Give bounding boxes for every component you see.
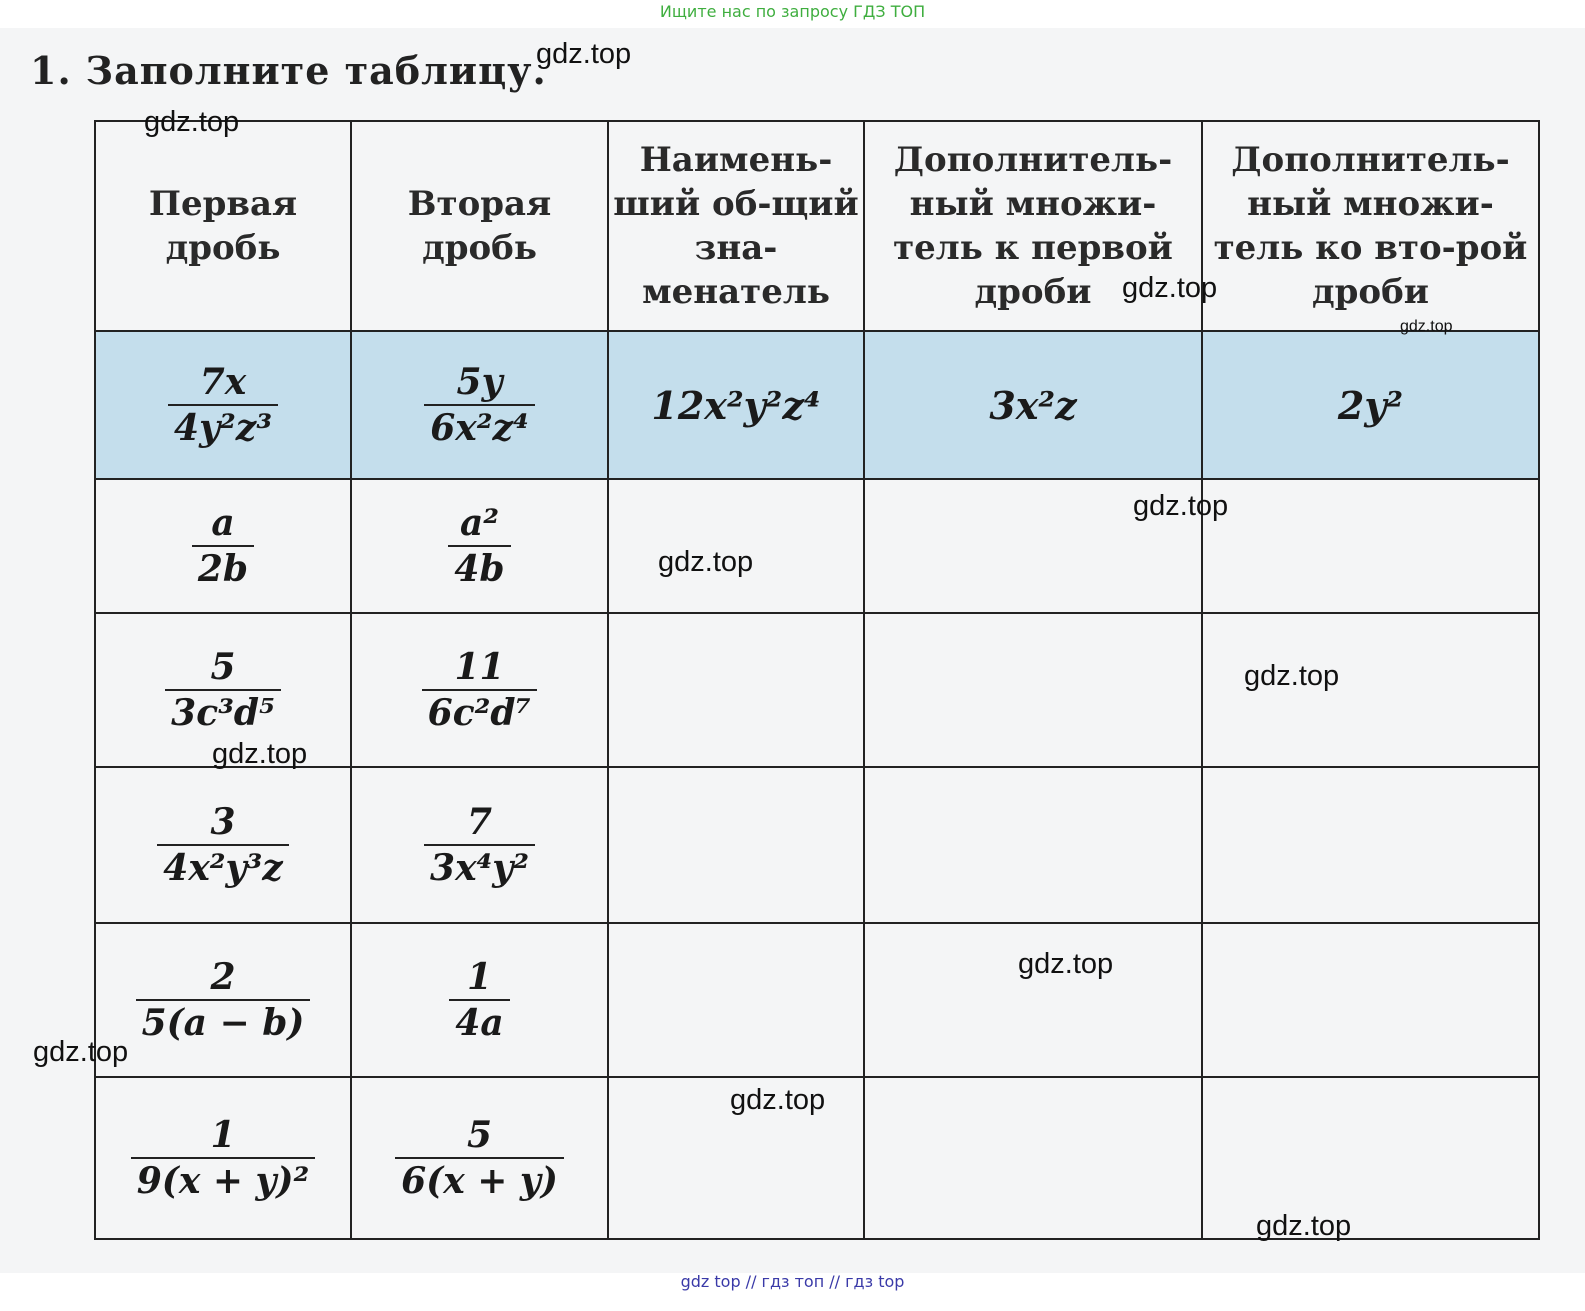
fraction-denominator: 5(a − b) <box>136 999 311 1045</box>
fraction-denominator: 6(x + y) <box>395 1157 564 1203</box>
multiplier-second-answer-cell[interactable] <box>1202 1077 1539 1239</box>
watermark: gdz.top <box>658 546 754 578</box>
fraction-denominator: 9(x + y)² <box>131 1157 316 1203</box>
fraction-numerator: 7 <box>466 801 493 843</box>
fraction-numerator: 2 <box>210 956 236 998</box>
watermark: gdz.top <box>1122 272 1218 304</box>
watermark: gdz.top <box>730 1084 826 1116</box>
example-lcd <box>608 331 864 479</box>
fraction-denominator: 3c³d⁵ <box>165 689 281 735</box>
fraction-denominator: 2b <box>192 545 254 591</box>
second-fraction-cell <box>351 613 608 767</box>
fraction-numerator: 11 <box>454 646 505 688</box>
header-row <box>95 121 1539 331</box>
first-fraction-cell <box>95 479 351 613</box>
watermark: gdz.top <box>212 738 308 770</box>
watermark: gdz.top <box>1018 948 1114 980</box>
second-fraction-cell <box>351 767 608 923</box>
example-multiplier-first <box>864 331 1202 479</box>
multiplier-first-answer-cell[interactable] <box>864 1077 1202 1239</box>
multiplier-first-answer-cell[interactable] <box>864 767 1202 923</box>
lcd-answer-cell[interactable] <box>608 767 864 923</box>
table-row <box>95 923 1539 1077</box>
fraction-numerator: 3 <box>210 801 236 843</box>
watermark: gdz.top <box>1256 1210 1352 1242</box>
top-banner[interactable]: Ищите нас по запросу ГДЗ ТОП <box>659 2 926 21</box>
lcd-value: 12x²y²z⁴ <box>651 382 821 428</box>
header-lcd: Наимень-ший об-щий зна-менатель <box>608 121 864 331</box>
table-row <box>95 767 1539 923</box>
multiplier-second-answer-cell[interactable] <box>1202 767 1539 923</box>
first-fraction-cell <box>95 923 351 1077</box>
lcd-answer-cell[interactable] <box>608 923 864 1077</box>
watermark: gdz.top <box>1400 318 1453 335</box>
fraction-denominator: 4x²y³z <box>157 844 288 890</box>
watermark: gdz.top <box>536 38 632 70</box>
multiplier-first-answer-cell[interactable] <box>864 923 1202 1077</box>
fraction-numerator: 7x <box>199 361 247 403</box>
second-fraction-cell <box>351 1077 608 1239</box>
fraction-denominator: 6c²d⁷ <box>422 689 538 735</box>
watermark: gdz.top <box>144 106 240 138</box>
fraction-numerator: a <box>211 502 235 544</box>
multiplier-value: 3x²z <box>989 382 1077 428</box>
fraction-denominator: 4b <box>448 545 510 591</box>
example-second-fraction <box>351 331 608 479</box>
first-fraction-cell <box>95 1077 351 1239</box>
example-multiplier-second <box>1202 331 1539 479</box>
multiplier-second-answer-cell[interactable] <box>1202 923 1539 1077</box>
example-first-fraction <box>95 331 351 479</box>
example-row <box>95 331 1539 479</box>
task-number: 1. <box>30 48 72 93</box>
fraction-denominator: 3x⁴y² <box>424 844 535 890</box>
lcd-answer-cell[interactable] <box>608 613 864 767</box>
second-fraction-cell <box>351 923 608 1077</box>
watermark: gdz.top <box>1244 660 1340 692</box>
header-multiplier-first: Дополнитель-ный множи-тель к первой дроби <box>864 121 1202 331</box>
fraction-denominator: 4y²z³ <box>168 404 278 450</box>
fraction-numerator: 1 <box>210 1114 236 1156</box>
multiplier-value: 2y² <box>1337 382 1404 428</box>
header-first-fraction: Первая дробь <box>95 121 351 331</box>
fraction-numerator: 5 <box>210 646 236 688</box>
fraction-numerator: 5y <box>456 361 503 403</box>
footer-links[interactable]: gdz top // гдз топ // гдз top <box>680 1272 905 1291</box>
first-fraction-cell <box>95 767 351 923</box>
task-heading <box>30 48 547 93</box>
header-multiplier-second: Дополнитель-ный множи-тель ко вто-рой дроби <box>1202 121 1539 331</box>
watermark: gdz.top <box>1133 490 1229 522</box>
multiplier-first-answer-cell[interactable] <box>864 613 1202 767</box>
fraction-denominator: 6x²z⁴ <box>424 404 535 450</box>
watermark: gdz.top <box>33 1036 129 1068</box>
fraction-denominator: 4a <box>449 999 509 1045</box>
header-second-fraction: Вторая дробь <box>351 121 608 331</box>
multiplier-second-answer-cell[interactable] <box>1202 479 1539 613</box>
fraction-numerator: a² <box>459 502 500 544</box>
fraction-numerator: 1 <box>466 956 493 998</box>
table-row <box>95 479 1539 613</box>
task-title: Заполните таблицу. <box>85 48 547 93</box>
second-fraction-cell <box>351 479 608 613</box>
fraction-numerator: 5 <box>466 1114 493 1156</box>
